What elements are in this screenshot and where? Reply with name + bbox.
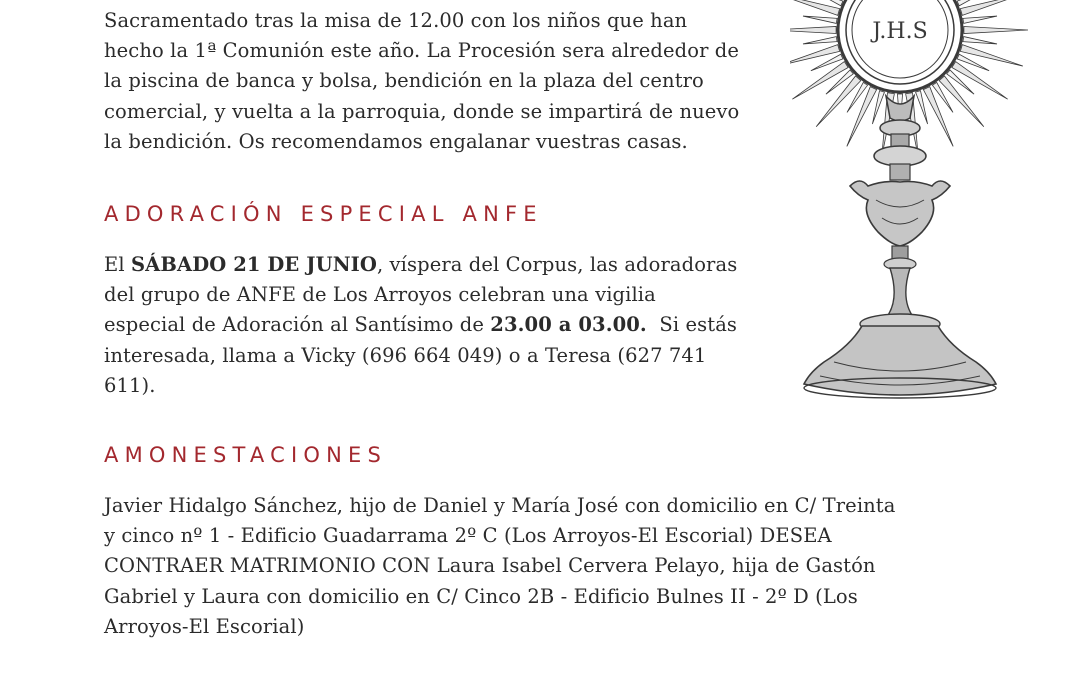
- amonestaciones-line-2: y cinco nº 1 - Edificio Guadarrama 2º C (Los Arroyos-El Escorial) DESEA: [104, 524, 832, 548]
- intro-line-1: Sacramentado tras la misa de 12.00 con los niños que han: [104, 9, 688, 32]
- adoracion-line-4: interesada, llama a Vicky (696 664 049) o a Teresa (627 741: [104, 343, 707, 367]
- monstrance-ray: [790, 26, 836, 33]
- intro-line-5: la bendición. Os recomendamos engalanar vuestras casas.: [104, 129, 688, 153]
- adoracion-line-2: del grupo de ANFE de Los Arroyos celebran una vigilia: [104, 283, 656, 307]
- intro-line-2: hecho la 1ª Comunión este año. La Procesión sera alrededor de: [104, 39, 740, 63]
- adoracion-time: 23.00 a 03.00.: [490, 313, 647, 337]
- amonestaciones-line-3: CONTRAER MATRIMONIO CON Laura Isabel Cervera Pelayo, hija de Gastón: [104, 554, 876, 578]
- amonestaciones-line-1: Javier Hidalgo Sánchez, hijo de Daniel y María José con domicilio en C/ Treinta: [104, 494, 896, 517]
- monstrance-ray: [847, 87, 877, 147]
- monstrance-ray: [916, 91, 928, 124]
- amonestaciones-line-5: Arroyos-El Escorial): [104, 614, 305, 638]
- monstrance-ray: [803, 16, 837, 23]
- intro-line-3: la piscina de banca y bolsa, bendición en la plaza del centro: [104, 69, 704, 93]
- monstrance-ray: [923, 87, 953, 147]
- monstrance-inscription: J.H.S: [872, 19, 928, 44]
- monstrance-ray: [963, 37, 997, 44]
- monstrance-ray: [872, 91, 884, 124]
- adoracion-line-3: especial de Adoración al Santísimo de 23.00 a 03.00. Si estás: [104, 313, 738, 337]
- monstrance-illustration: [790, 0, 1080, 410]
- adoracion-date: SÁBADO 21 DE JUNIO: [130, 253, 377, 276]
- intro-line-4: comercial, y vuelta a la parroquia, donde se impartirá de nuevo: [104, 99, 740, 123]
- monstrance-ray: [963, 16, 997, 23]
- adoracion-paragraph: [104, 250, 737, 401]
- monstrance-ray: [964, 26, 1028, 33]
- monstrance-ray: [960, 0, 1022, 15]
- adoracion-line-1: El SÁBADO 21 DE JUNIO, víspera del Corpus, las adoradoras: [104, 253, 738, 276]
- adoracion-heading: ADORACIÓN ESPECIAL ANFE: [104, 202, 543, 226]
- amonestaciones-heading: AMONESTACIONES: [104, 443, 388, 467]
- monstrance-ray: [790, 0, 840, 15]
- intro-paragraph: [104, 6, 739, 157]
- monstrance-ray: [803, 37, 837, 44]
- adoracion-line-5: 611).: [104, 373, 156, 397]
- amonestaciones-line-4: Gabriel y Laura con domicilio en C/ Cinco 2B - Edificio Bulnes II - 2º D (Los: [104, 584, 858, 608]
- amonestaciones-paragraph: [104, 491, 895, 642]
